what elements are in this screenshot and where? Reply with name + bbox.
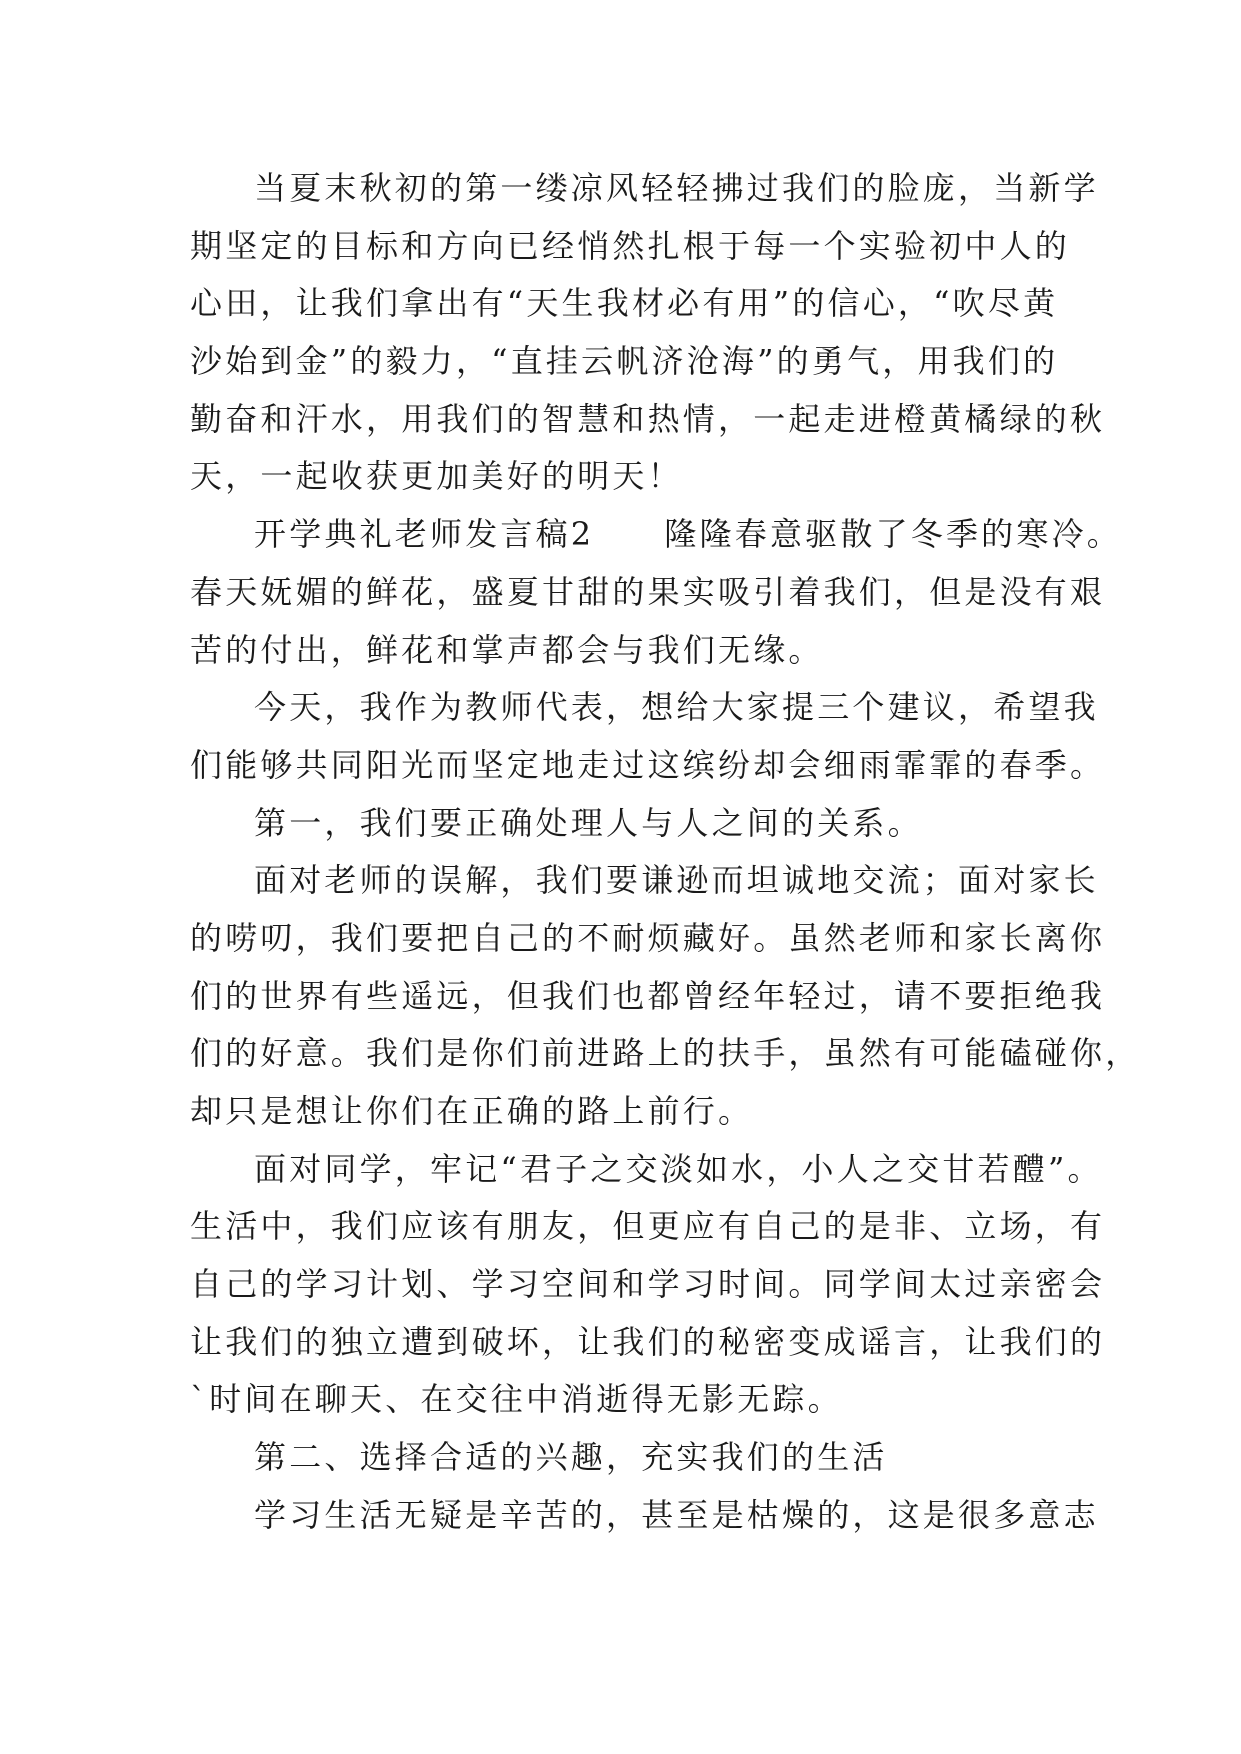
paragraph-line: 面对同学，牢记“君子之交淡如水，小人之交甘若醴”。 [254, 1149, 1103, 1188]
paragraph-line: 春天妩媚的鲜花，盛夏甘甜的果实吸引着我们，但是没有艰 [190, 572, 1106, 611]
paragraph-line: 心田，让我们拿出有“天生我材必有用”的信心，“吹尽黄 [190, 284, 1059, 323]
paragraph-line: 第二、选择合适的兴趣，充实我们的生活 [254, 1438, 888, 1477]
paragraph-line: 学习生活无疑是辛苦的，甚至是枯燥的，这是很多意志 [254, 1495, 1099, 1534]
paragraph-line: 沙始到金”的毅力，“直挂云帆济沧海”的勇气，用我们的 [190, 342, 1059, 381]
paragraph-line: 让我们的独立遭到破坏，让我们的秘密变成谣言，让我们的 [190, 1322, 1106, 1361]
paragraph-line: 的唠叨，我们要把自己的不耐烦藏好。虽然老师和家长离你 [190, 918, 1106, 957]
paragraph-line: 面对老师的误解，我们要谦逊而坦诚地交流；面对家长 [254, 861, 1099, 900]
section-title: 开学典礼老师发言稿2 [254, 515, 595, 554]
paragraph-line: 期坚定的目标和方向已经悄然扎根于每一个实验初中人的 [190, 226, 1071, 265]
paragraph-line: 当夏末秋初的第一缕凉风轻轻拂过我们的脸庞，当新学 [254, 169, 1099, 207]
section-first-sentence: 隆隆春意驱散了冬季的寒冷。 [664, 515, 1122, 554]
paragraph-line: 自己的学习计划、学习空间和学习时间。同学间太过亲密会 [190, 1265, 1106, 1304]
paragraph-line: 们的好意。我们是你们前进路上的扶手，虽然有可能磕碰你， [190, 1034, 1141, 1073]
document-body [190, 160, 1141, 1545]
paragraph-line: 第一，我们要正确处理人与人之间的关系。 [254, 803, 923, 842]
paragraph-line: 们的世界有些遥远，但我们也都曾经年轻过，请不要拒绝我 [190, 976, 1106, 1015]
paragraph-line: 勤奋和汗水，用我们的智慧和热情，一起走进橙黄橘绿的秋 [190, 399, 1106, 438]
section-heading-line [190, 506, 1122, 564]
paragraph-line: 今天，我作为教师代表，想给大家提三个建议，希望我 [254, 688, 1099, 727]
paragraph-line: 却只是想让你们在正确的路上前行。 [190, 1092, 754, 1130]
paragraph-line: `时间在聊天、在交往中消逝得无影无踪。 [190, 1380, 843, 1419]
paragraph-line: 生活中，我们应该有朋友，但更应有自己的是非、立场，有 [190, 1207, 1106, 1246]
paragraph-line: 苦的付出，鲜花和掌声都会与我们无缘。 [190, 630, 824, 669]
paragraph-line: 们能够共同阳光而坚定地走过这缤纷却会细雨霏霏的春季。 [190, 745, 1106, 784]
paragraph-line: 天，一起收获更加美好的明天！ [190, 457, 683, 496]
